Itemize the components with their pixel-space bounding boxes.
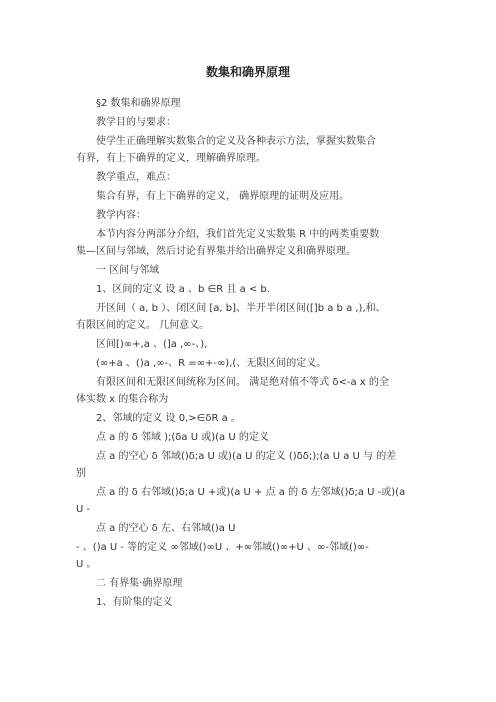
paragraph-line: 点 a 的空心 δ 邻域()δ;a U 或)(a U 的定义 ()δδ;);(a U a U 与 的差 xyxy=(96,451,397,462)
paragraph-line: 本节内容分两部分介绍，我们首先定义实数集 R 中的两类重要数 xyxy=(96,229,380,240)
paragraph-line: 集—区间与邻域，然后讨论有界集并给出确界定义和确界原理。 xyxy=(76,246,356,257)
paragraph-line: (∞+a 、()a ,∞-、R =∞+-∞),(、无限区间的定义。 xyxy=(96,358,327,369)
paragraph-line: 区间[)∞+,a 、(]a ,∞-、), xyxy=(96,339,208,350)
paragraph-line: 教学内容： xyxy=(96,210,146,221)
paragraph-line: 教学重点，难点： xyxy=(96,172,176,183)
subsection-heading: 二 有界集·确界原理 xyxy=(96,578,183,589)
paragraph-line: 别 xyxy=(76,468,86,479)
paragraph-line: 点 a 的 δ 右邻域()δ;a U +或)(a U + 点 a 的 δ 左邻域()δ;a U -或)(a xyxy=(96,487,406,498)
paragraph-line: 开区间（ a, b ）、闭区间 [a, b]、半开半闭区间([]b a b a ,),和、 xyxy=(96,303,386,314)
section-heading: §2 数集和确界原理 xyxy=(96,98,181,109)
paragraph-line: 点 a 的空心 δ 左、右邻域()a U xyxy=(96,523,236,534)
paragraph-line: 教学目的与要求： xyxy=(96,117,176,128)
paragraph-line: 有限区间的定义。 几何意义。 xyxy=(76,320,210,331)
paragraph-line: U - xyxy=(76,504,91,515)
paragraph-line: - 、()a U - 等的定义 ∞邻域()∞U 、+∞邻域()∞+U 、∞-邻域()∞- xyxy=(76,542,369,553)
paragraph-line: 使学生正确理解实数集合的定义及各种表示方法，掌握实数集合 xyxy=(96,136,376,147)
paragraph-line: 有限区间和无限区间统称为区间。 满足绝对值不等式 δ<-a x 的全 xyxy=(96,377,389,388)
paragraph-line: U 。 xyxy=(76,559,97,570)
document-title: 数集和确界原理 xyxy=(205,65,290,79)
paragraph-line: 有界，有上下确界的定义，理解确界原理。 xyxy=(76,153,266,164)
paragraph-line: 1、有阶集的定义 xyxy=(96,597,173,608)
paragraph-line: 1、区间的定义 设 a 、b ∈R 且 a < b. xyxy=(96,284,270,295)
subsection-heading: 一 区间与邻域 xyxy=(96,265,160,276)
paragraph-line: 2、邻域的定义 设 0,>∈δR a 。 xyxy=(96,413,241,424)
paragraph-line: 体实数 x 的集合称为 xyxy=(76,394,169,405)
paragraph-line: 点 a 的 δ 邻域 );(δa U 或)(a U 的定义 xyxy=(96,432,269,443)
paragraph-line: 集合有界，有上下确界的定义， 确界原理的证明及应用。 xyxy=(96,191,350,202)
